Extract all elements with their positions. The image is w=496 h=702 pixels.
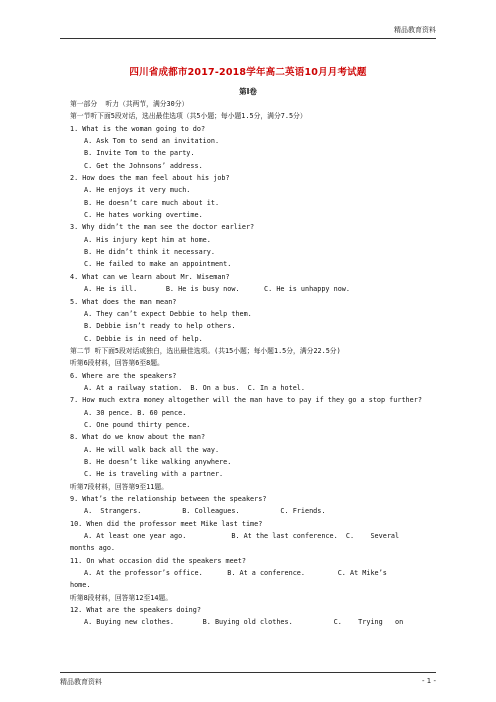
exam-body bbox=[70, 98, 432, 629]
answer-option-line: B. He doesn’t like walking anywhere. bbox=[84, 457, 232, 466]
question-line: 10. When did the professor meet Mike last time? bbox=[70, 519, 263, 528]
answer-option-line: B. He didn’t think it necessary. bbox=[84, 248, 215, 257]
exam-title: 四川省成都市2017-2018学年高二英语10月月考试题 bbox=[129, 67, 367, 78]
answer-option-line: C. He hates working overtime. bbox=[84, 211, 203, 220]
page-footer bbox=[60, 672, 436, 687]
answer-option-line: A. Strangers. B. Colleagues. C. Friends. bbox=[84, 507, 326, 516]
question-line: 11. On what occasion did the speakers meet? bbox=[70, 556, 246, 565]
answer-option-line: A. He enjoys it very much. bbox=[84, 186, 191, 195]
section-heading: 第I卷 bbox=[239, 87, 257, 96]
answer-option-line: C. Debbie is in need of help. bbox=[84, 334, 203, 343]
question-line: 5. What does the man mean? bbox=[70, 297, 177, 306]
question-line: 9. What’s the relationship between the speakers? bbox=[70, 495, 267, 503]
answer-option-line: A. At least one year ago. B. At the last conference. C. Several bbox=[84, 532, 400, 541]
answer-option-line: B. Debbie isn’t ready to help others. bbox=[84, 322, 236, 331]
question-line: months ago. bbox=[70, 544, 116, 553]
question-line: 3. Why didn’t the man see the doctor earlier? bbox=[70, 223, 255, 232]
question-line: 听第7段材料，回答第9至11题。 bbox=[70, 482, 168, 491]
answer-option-line: A. He will walk back all the way. bbox=[84, 445, 220, 454]
question-line: 听第8段材料，回答第12至14题。 bbox=[70, 593, 173, 602]
question-line: 听第6段材料，回答第6至8题。 bbox=[70, 359, 164, 368]
answer-option-line: C. Get the Johnsons’ address. bbox=[84, 161, 203, 170]
question-line: 1. What is the woman going to do? bbox=[70, 124, 206, 133]
answer-option-line: C. One pound thirty pence. bbox=[84, 420, 191, 429]
question-line: home. bbox=[70, 581, 91, 590]
question-line: 12. What are the speakers doing? bbox=[70, 606, 201, 615]
question-line: 6. Where are the speakers? bbox=[70, 371, 177, 380]
page-header bbox=[60, 22, 436, 39]
answer-option-line: A. Ask Tom to send an invitation. bbox=[84, 137, 220, 146]
question-line: 8. What do we know about the man? bbox=[70, 433, 206, 442]
answer-option-line: A. At a railway station. B. On a bus. C. In a hotel. bbox=[84, 383, 305, 392]
question-line: 2. How does the man feel about his job? bbox=[70, 174, 230, 183]
answer-option-line: A. His injury kept him at home. bbox=[84, 235, 211, 244]
page-number: - 1 - bbox=[422, 677, 436, 685]
answer-option-line: B. He doesn’t care much about it. bbox=[84, 198, 220, 207]
question-line: 第一节听下面5段对话，选出最佳选项（共5小题；每小题1.5分，满分7.5分） bbox=[70, 112, 307, 121]
question-line: 7. How much extra money altogether will the man have to pay if they go a stop further? bbox=[70, 396, 422, 405]
answer-option-line: A. They can’t expect Debbie to help them. bbox=[84, 309, 252, 318]
answer-option-line: C. He failed to make an appointment. bbox=[84, 260, 232, 269]
footer-label: 精品教育资料 bbox=[60, 678, 102, 686]
question-line: 4. What can we learn about Mr. Wiseman? bbox=[70, 272, 230, 281]
answer-option-line: A. At the professor’s office. B. At a conference. C. At Mike’s bbox=[84, 569, 387, 578]
answer-option-line: A. Buying new clothes. B. Buying old clothes. C. Trying on bbox=[84, 618, 404, 627]
answer-option-line: A. 30 pence. B. 60 pence. bbox=[84, 408, 187, 417]
answer-option-line: B. Invite Tom to the party. bbox=[84, 149, 195, 158]
answer-option-line: A. He is ill. B. He is busy now. C. He is unhappy now. bbox=[84, 285, 350, 294]
header-label: 精品教育资料 bbox=[394, 26, 436, 34]
question-line: 第二节 听下面5段对话或独白，选出最佳选项。(共15小题；每小题1.5分，满分22.5分) bbox=[70, 346, 341, 355]
question-line: 第一部分 听力（共两节，满分30分） bbox=[70, 100, 189, 108]
answer-option-line: C. He is traveling with a partner. bbox=[84, 470, 224, 479]
